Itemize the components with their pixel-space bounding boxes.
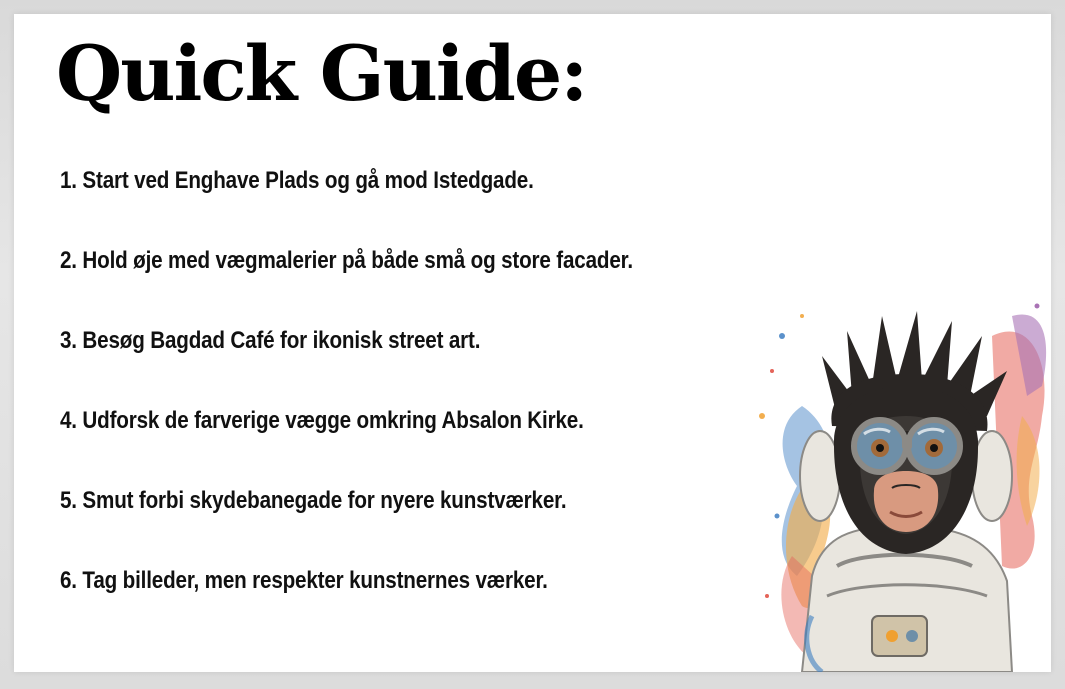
steps-list xyxy=(60,162,726,642)
step-item-6: 6. Tag billeder, men respekter kunstnernes værker. xyxy=(60,567,548,594)
step-item-3: 3. Besøg Bagdad Café for ikonisk street art. xyxy=(60,327,481,354)
astronaut-monkey-illustration xyxy=(742,276,1051,672)
guide-card xyxy=(14,14,1051,672)
step-item-5: 5. Smut forbi skydebanegade for nyere kunstværker. xyxy=(60,487,567,514)
step-item-1: 1. Start ved Enghave Plads og gå mod Istedgade. xyxy=(60,167,534,194)
step-item-4: 4. Udforsk de farverige vægge omkring Absalon Kirke. xyxy=(60,407,584,434)
page-title: Quick Guide: xyxy=(56,29,587,118)
monkey-head xyxy=(834,386,978,554)
step-item-2: 2. Hold øje med vægmalerier på både små og store facader. xyxy=(60,247,633,274)
